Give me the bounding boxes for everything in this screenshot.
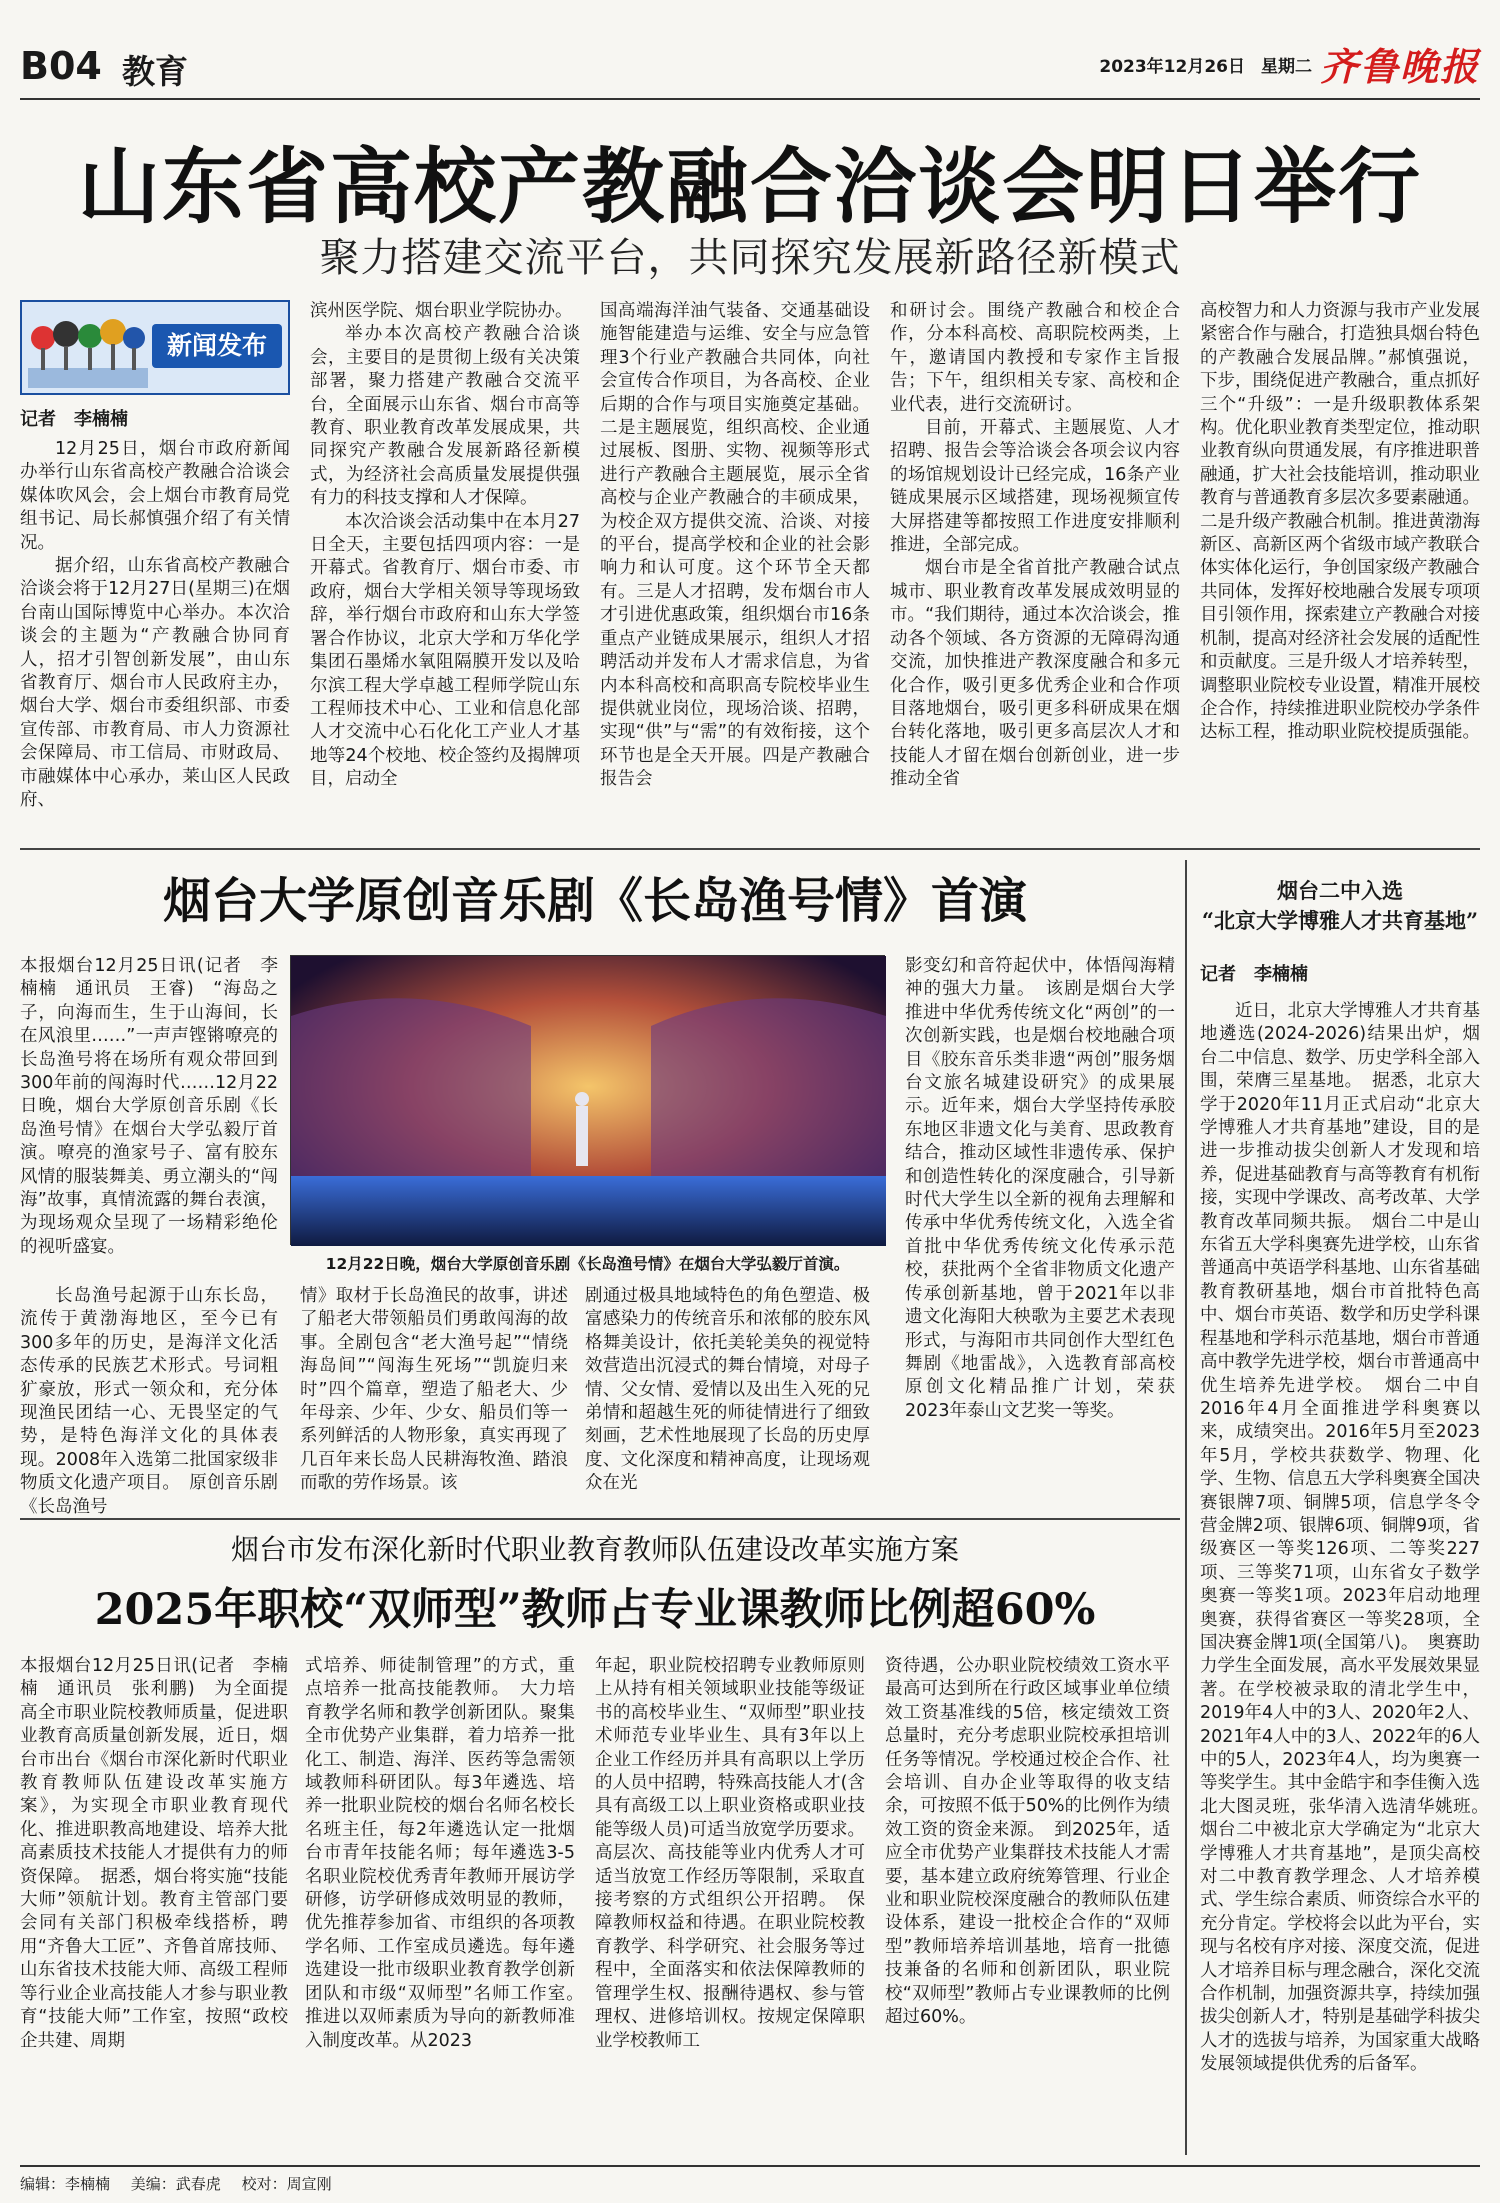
lead-paragraph: 滨州医学院、烟台职业学院协办。 [310,301,573,321]
lead-paragraph: 目前，开幕式、主题展览、人才招聘、报告会等洽谈会各项会议内容的场馆规划设计已经完成，16条产业链成果展示区域搭建，现场视频宣传大屏搭建等都按照工作进度安排顺利推进，全部完成。 [890,418,1180,556]
opera-headline: 烟台大学原创音乐剧《长岛渔号情》首演 [162,873,1027,929]
lead-byline: 记者 李楠楠 [20,409,128,430]
sidebar-divider [1185,860,1187,2155]
opera-paragraph: 长岛渔号起源于山东长岛，流传于黄渤海地区，至今已有300多年的历史，是海洋文化活态传承的民族艺术形式。号词粗犷豪放，形式一领众和，充分体现渔民团结一心、无畏坚定的气势，是特色海洋文化的具体表现。2008年入选第二批国家级非物质文化遗产项目。 原创音乐剧《长岛渔号 [20,1286,278,1517]
opera-intro-text: 本报烟台12月25日讯(记者 李楠楠 通讯员 王睿) “海岛之子，向海而生，生于山海间，长在风浪里……”一声声铿锵嘹亮的长岛渔号将在场所有观众带回到300年前的闯海时代……12月22日晚，烟台大学原创音乐剧《长岛渔号情》在烟台大学弘毅厅首演。嘹亮的渔家号子、富有胶东风情的服装舞美、勇立潮头的“闯海”故事，真情流露的舞台表演，为现场观众呈现了一场精彩绝伦的视听盛宴。 [20,956,278,1257]
divider [20,1518,1180,1520]
section-name: 教育 [122,52,188,91]
lead-column-5 [1200,300,1480,838]
lead-paragraph: 国高端海洋油气装备、交通基础设施智能建造与运维、安全与应急管理3个行业产教融合共同体，向社会宣传合作项目，为各高校、企业后期的合作与项目实施奠定基础。二是主题展览，组织高校、企业通过展板、图册、实物、视频等形式进行产教融合主题展览，展示全省高校与企业产教融合的丰硕成果，为校企双方提供交流、洽谈、对接的平台，提高学校和企业的社会影响力和认可度。这个环节全天都有。三是人才招聘，发布烟台市人才引进优惠政策，组织烟台市16条重点产业链成果展示，组织人才招聘活动并发布人才需求信息，为省内本科高校和高职高专院校毕业生提供就业岗位，现场洽谈、招聘，实现“供”与“需”的有效衔接，这个环节也是全天开展。四是产教融合报告会 [600,301,870,790]
opera-column-4 [905,955,1175,1510]
footer-editor: 编辑：李楠楠 [20,2175,111,2193]
vocational-column-1 [20,1655,288,2155]
lead-paragraph: 高校智力和人力资源与我市产业发展紧密合作与融合，打造独具烟台特色的产教融合发展品牌。”郝慎强说，下步，围绕促进产教融合，重点抓好三个“升级”：一是升级职教体系架构。优化职业教育类型定位，推动职业教育纵向贯通发展，有序推进职普融通，扩大社会技能培训，推动职业教育与普通教育多层次多要素融通。二是升级产教融合机制。推进黄渤海新区、高新区两个省级市域产教联合体实体化运行，争创国家级产教融合共同体，发挥好校地融合发展专项项目引领作用，探索建立产教融合对接机制，提高对经济社会发展的适配性和贡献度。三是升级人才培养转型，调整职业院校专业设置，精准开展校企合作，持续推进职业院校办学条件达标工程，推动职业院校提质强能。 [1200,301,1480,743]
lead-paragraph: 据介绍，山东省高校产教融合洽谈会将于12月27日(星期三)在烟台南山国际博览中心举办。本次洽谈会的主题为“产教融合协同育人，招才引智创新发展”，由山东省教育厅、烟台市人民政府主办，烟台大学、烟台市委组织部、市委宣传部、市教育局、市人力资源社会保障局、市工信局、市财政局、市融媒体中心承办，莱山区人民政府、 [20,556,290,811]
vocational-kicker: 烟台市发布深化新时代职业教育教师队伍建设改革实施方案 [230,1533,959,1566]
lead-subhead: 聚力搭建交流平台，共同探究发展新路径新模式 [319,235,1181,281]
opera-column-2 [300,1285,568,1510]
lead-column-3 [600,300,870,838]
lead-paragraph: 烟台市是全省首批产教融合试点城市、职业教育改革发展成效明显的市。“我们期待，通过本次洽谈会，推动各个领域、各方资源的无障碍沟通交流，加快推进产教深度融合和多元化合作，吸引更多优秀企业和合作项目落地烟台，吸引更多科研成果在烟台转化落地，吸引更多高层次人才和技能人才留在烟台创新创业，进一步推动全省 [890,558,1180,790]
sidebar-byline: 记者 李楠楠 [1200,964,1308,985]
issue-date: 2023年12月26日 [1099,57,1245,77]
sidebar-title-line-2: “北京大学博雅人才共育基地” [1201,908,1479,933]
lead-column-2 [310,300,580,838]
page-code: B04 [20,44,102,88]
vocational-paragraph: 本报烟台12月25日讯(记者 李楠楠 通讯员 张利鹏) 为全面提高全市职业院校教师质量，促进职业教育高质量创新发展，近日，烟台市出台《烟台市深化新时代职业教育教师队伍建设改革实施方案》，为实现全市职业教育现代化、推进职教高地建设、培养大批高素质技术技能人才提供有力的师资保障。 据悉，烟台将实施“技能大师”领航计划。教育主管部门要会同有关部门积极牵线搭桥，聘用“齐鲁大工匠”、齐鲁首席技师、山东省技术技能大师、高级工程师等行业企业高技能人才参与职业教育“技能大师”工作室，按照“政校企共建、周期 [20,1656,288,2051]
news-release-banner [20,300,290,395]
footer-proofreader: 校对：周宣刚 [241,2175,332,2193]
news-release-label: 新闻发布 [152,324,282,368]
lead-headline: 山东省高校产教融合洽谈会明日举行 [77,139,1422,235]
lead-column-4 [890,300,1180,838]
lead-paragraph: 12月25日，烟台市政府新闻办举行山东省高校产教融合洽谈会媒体吹风会，会上烟台市教育局党组书记、局长郝慎强介绍了有关情况。 [20,439,290,553]
vocational-headline: 2025年职校“双师型”教师占专业课教师比例超60% [94,1585,1096,1635]
vocational-column-4 [885,1655,1170,2155]
lead-column-1 [20,438,290,838]
divider [20,848,1480,850]
sidebar-paragraph: 近日，北京大学博雅人才共育基地遴选(2024-2026)结果出炉，烟台二中信息、数学、历史学科全部入围，荣膺三星基地。 据悉，北京大学于2020年11月正式启动“北京大学博雅人才共育基地”建设，目的是进一步推动拔尖创新人才发现和培养，促进基础教育与高等教育有机衔接，实现中学课改、高考改革、大学教育改革同频共振。 烟台二中是山东省五大学科奥赛先进学校，山东省普通高中英语学科基地、山东省基础教育教研基地，烟台市首批特色高中、烟台市英语、数学和历史学科课程基地和学科示范基地，烟台市普通高中教学先进学校，烟台市普通高中优生培养先进学校。 烟台二中自2016年4月全面推进学科奥赛以来，成绩突出。2016年5月至2023年5月，学校共获数学、物理、化学、生物、信息五大学科奥赛全国决赛银牌7项、铜牌5项，信息学冬令营金牌2项、银牌6项、铜牌9项，省级赛区一等奖126项、二等奖227项、三等奖71项，山东省女子数学奥赛一等奖1项。2023年启动地理奥赛，获得省赛区一等奖28项，全国决赛金牌1项(全国第八)。 奥赛助力学生全面发展，高水平发展效果显著。在学校被录取的清北学生中，2019年4人中的3人、2020年2人、2021年4人中的3人、2022年的6人中的5人，2023年4人，均为奥赛一等奖学生。其中金皓宇和李佳衡入选北大图灵班，张华清入选清华姚班。 烟台二中被北京大学确定为“北京大学博雅人才共育基地”，是顶尖高校对二中教育教学理念、人才培养模式、学生综合素质、师资综合水平的充分肯定。学校将会以此为平台，实现与名校有序对接、深度交流，促进人才培养目标与理念融合，深化交流合作机制，加强资源共享，持续加强拔尖创新人才，特别是基础学科拔尖人才的选拔与培养，为国家重大战略发展领域提供优秀的后备军。 [1200,1001,1498,2075]
vocational-paragraph: 资待遇，公办职业院校绩效工资水平最高可达到所在行政区域事业单位绩效工资基准线的5倍，核定绩效工资总量时，充分考虑职业院校承担培训任务等情况。学校通过校企合作、社会培训、自办企业等取得的收支结余，可按照不低于50%的比例作为绩效工资的资金来源。 到2025年，适应全市优势产业集群技术技能人才需要，基本建立政府统筹管理、行业企业和职业院校深度融合的教师队伍建设体系，建设一批校企合作的“双师型”教师培养培训基地，培育一批德技兼备的名师和创新团队，职业院校“双师型”教师占专业课教师的比例超过60%。 [885,1656,1170,2028]
opera-intro [20,955,278,1265]
vocational-column-3 [595,1655,865,2155]
microphone-icon [28,308,148,388]
masthead [20,30,1480,100]
stage-photo-caption: 12月22日晚，烟台大学原创音乐剧《长岛渔号情》在烟台大学弘毅厅首演。 [325,1255,850,1273]
stage-photo [290,955,885,1245]
stage-image [291,956,886,1246]
opera-paragraph: 剧通过极具地域特色的角色塑造、极富感染力的传统音乐和浓郁的胶东风格舞美设计，依托美轮美奂的视觉特效营造出沉浸式的舞台情境，对母子情、父女情、爱情以及出生入死的兄弟情和超越生死的师徒情进行了细致刻画，艺术性地展现了长岛的历史厚度、文化深度和精神高度，让现场观众在光 [585,1286,870,1494]
page-footer [20,2165,1480,2195]
vocational-column-2 [305,1655,593,2155]
opera-column-3 [585,1285,870,1510]
opera-paragraph: 影变幻和音符起伏中，体悟闯海精神的强大力量。 该剧是烟台大学推进中华优秀传统文化“两创”的一次创新实践，也是烟台校地融合项目《胶东音乐类非遗“两创”服务烟台文旅名城建设研究》的成果展示。近年来，烟台大学坚持传承胶东地区非遗文化与美育、思政教育结合，推动区域性非遗传承、保护和创造性转化的深度融合，引导新时代大学生以全新的视角去理解和传承中华优秀传统文化，入选全省首批中华优秀传统文化传承示范校，获批两个全省非物质文化遗产传承创新基地，曾于2021年以非遗文化海阳大秧歌为主要艺术表现形式，与海阳市共同创作大型红色舞剧《地雷战》，入选教育部高校原创文化精品推广计划，荣获2023年泰山文艺奖一等奖。 [905,956,1175,1421]
issue-weekday: 星期二 [1261,57,1312,77]
vocational-paragraph: 年起，职业院校招聘专业教师原则上从持有相关领域职业技能等级证书的高校毕业生、“双师型”职业技术师范专业毕业生、具有3年以上企业工作经历并具有高职以上学历的人员中招聘，特殊高技能人才(含具有高级工以上职业资格或职业技能等级人员)可适当放宽学历要求。高层次、高技能等业内优秀人才可适当放宽工作经历等限制，采取直接考察的方式组织公开招聘。 保障教师权益和待遇。在职业院校教育教学、科学研究、社会服务等过程中，全面落实和依法保障教师的管理学生权、报酬待遇权、参与管理权、进修培训权。按规定保障职业学校教师工 [595,1656,865,2051]
paper-logo: 齐鲁晚报 [1319,44,1480,89]
opera-column-1 [20,1285,278,1517]
lead-paragraph: 和研讨会。围绕产教融合和校企合作，分本科高校、高职院校两类，上午，邀请国内教授和专家作主旨报告；下午，组织相关专家、高校和企业代表，进行交流研讨。 [890,301,1180,415]
sidebar-body [1200,1000,1498,2155]
opera-paragraph: 情》取材于长岛渔民的故事，讲述了船老大带领船员们勇敢闯海的故事。全剧包含“老大渔号起”“情绕海岛间”“闯海生死场”“凯旋归来时”四个篇章，塑造了船老大、少年母亲、少年、少女、船员们等一系列鲜活的人物形象，真实再现了几百年来长岛人民耕海牧渔、踏浪而歌的劳作场景。该 [300,1286,568,1494]
lead-paragraph: 举办本次高校产教融合洽谈会，主要目的是贯彻上级有关决策部署，聚力搭建产教融合交流平台，全面展示山东省、烟台市高等教育、职业教育改革发展成果，共同探究产教融合发展新路径新模式，为经济社会高质量发展提供强有力的科技支撑和人才保障。 [310,324,580,509]
vocational-paragraph: 式培养、师徒制管理”的方式，重点培养一批高技能教师。 大力培育教学名师和教学创新团队。聚集全市优势产业集群，着力培养一批化工、制造、海洋、医药等急需领域教师科研团队。每3年遴选、培养一批职业院校的烟台名师名校长名班主任，每2年遴选认定一批烟台市青年技能名师；每年遴选3-5名职业院校优秀青年教师开展访学研修，访学研修成效明显的教师，优先推荐参加省、市组织的各项教学名师、工作室成员遴选。每年遴选建设一批市级职业教育教学创新团队和市级“双师型”名师工作室。 推进以双师素质为导向的新教师准入制度改革。从2023 [305,1656,593,2051]
sidebar-title-line-1: 烟台二中入选 [1277,878,1403,903]
footer-designer: 美编：武春虎 [130,2175,221,2193]
lead-paragraph: 本次洽谈会活动集中在本月27日全天，主要包括四项内容：一是开幕式。省教育厅、烟台市委、市政府，烟台大学相关领导等现场致辞，举行烟台市政府和山东大学签署合作协议，北京大学和万华化学集团石墨烯水氧阻隔膜开发以及哈尔滨工程大学卓越工程师学院山东工程师技术中心、工业和信息化部人才交流中心石化化工产业人才基地等24个校地、校企签约及揭牌项目，启动全 [310,511,580,790]
